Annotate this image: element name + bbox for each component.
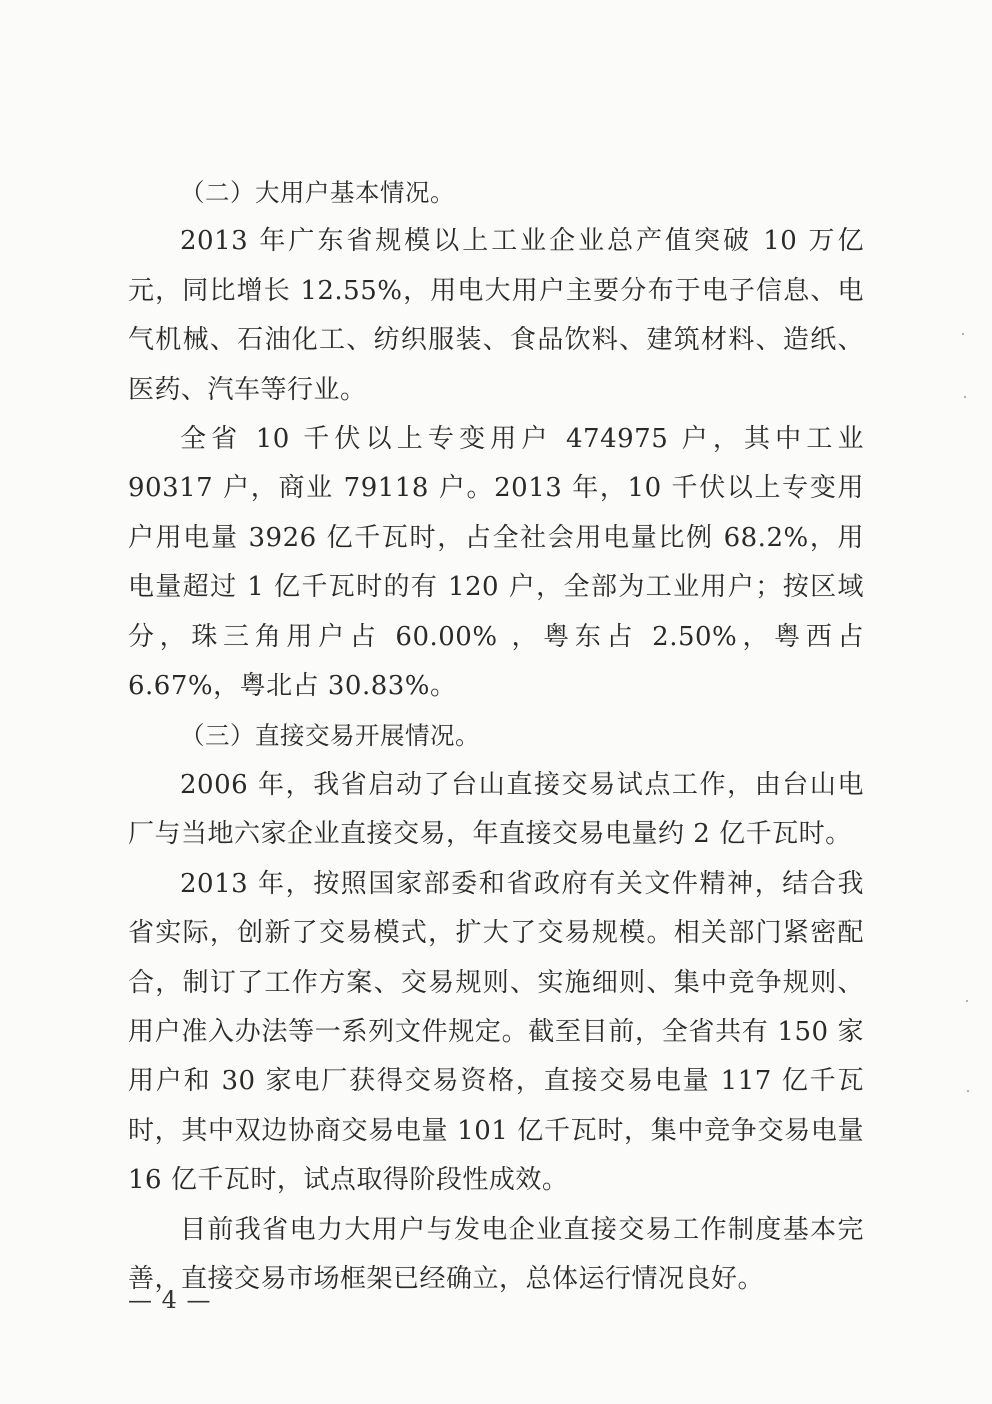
scan-speck [964, 396, 966, 398]
scan-speck [967, 1090, 969, 1092]
paragraph-taishan-pilot: 2006 年，我省启动了台山直接交易试点工作，由台山电厂与当地六家企业直接交易，年直接交易电量约 2 亿千瓦时。 [128, 769, 864, 850]
section-heading-direct-trading: （三）直接交易开展情况。 [180, 721, 480, 751]
section-heading-large-users: （二）大用户基本情况。 [180, 178, 455, 207]
paragraph-current-status: 目前我省电力大用户与发电企业直接交易工作制度基本完善，直接交易市场框架已经确立，总体运行情况良好。 [128, 1214, 864, 1294]
paragraph-industrial-output: 2013 年广东省规模以上工业企业总产值突破 10 万亿元，同比增长 12.55%，用电大用户主要分布于电子信息、电气机械、石油化工、纺织服装、食品饮料、建筑材料、造纸、医药、汽车等行业。 [128, 226, 864, 405]
scan-speck [966, 1000, 968, 1002]
paragraph-user-statistics: 全省 10 千伏以上专变用户 474975 户，其中工业 90317 户，商业 79118 户。2013 年，10 千伏以上专变用户用电量 3926 亿千瓦时，占全社会用电量比例 68.2%，用电量超过 1 亿千瓦时的有 120 户，全部为工业用户；按区域分，珠三角用户占 60.00% ，粤东占 2.50%，粤西占 6.67%，粤北占 30.83%。 [128, 424, 864, 702]
paragraph-2013-progress: 2013 年，按照国家部委和省政府有关文件精神，结合我省实际，创新了交易模式，扩大了交易规模。相关部门紧密配合，制订了工作方案、交易规则、实施细则、集中竞争规则、用户准入办法等一系列文件规定。截至目前，全省共有 150 家用户和 30 家电厂获得交易资格，直接交易电量 117 亿千瓦时，其中双边协商交易电量 101 亿千瓦时，集中竞争交易电量 16 亿千瓦时，试点取得阶段性成效。 [128, 868, 864, 1196]
document-body [128, 168, 864, 1304]
scan-speck [962, 333, 964, 335]
page-number: — 4 — [128, 1286, 212, 1314]
